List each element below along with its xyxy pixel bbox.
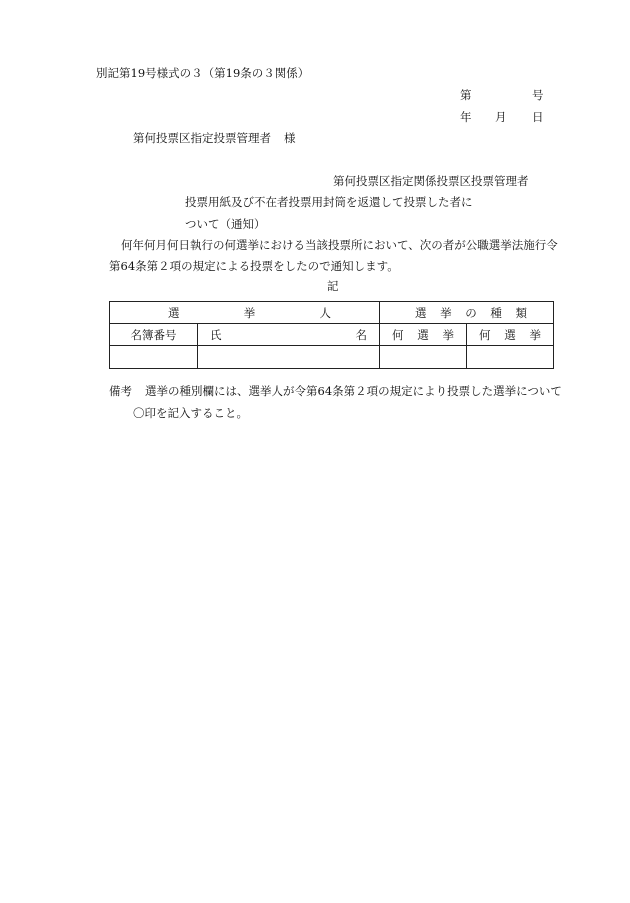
table-row: [110, 346, 554, 369]
addressee-honorific: 様: [284, 131, 296, 145]
doc-number-prefix: 第: [460, 88, 472, 102]
roll-number-cell[interactable]: [110, 346, 198, 369]
date-year: 年: [460, 110, 472, 124]
election-1-char: 挙: [442, 327, 454, 342]
remarks-line-2: 〇印を記入すること。: [133, 406, 248, 420]
name-cell[interactable]: [198, 346, 380, 369]
election-type-char: の: [465, 305, 477, 320]
election-1-cell[interactable]: [380, 346, 467, 369]
name-header: [198, 324, 380, 346]
ki-heading: 記: [327, 279, 339, 293]
addressee-name: 第何投票区指定投票管理者: [133, 131, 271, 145]
voter-group-char: 選: [168, 305, 180, 320]
name-header-char: 氏: [210, 327, 222, 342]
election-type-char: 類: [515, 305, 527, 320]
election-2-char: 何: [479, 327, 491, 342]
election-1-char: 選: [417, 327, 429, 342]
election-type-char: 選: [415, 305, 427, 320]
body-line-2: 第64条第２項の規定による投票をしたので通知します。: [109, 259, 399, 273]
table-header-row-2: [110, 324, 554, 346]
voter-group-char: 挙: [243, 305, 256, 320]
election-2-cell[interactable]: [467, 346, 554, 369]
election-2-header: [467, 324, 554, 346]
voter-group-header: [110, 302, 380, 324]
election-type-char: 種: [490, 305, 502, 320]
date-day: 日: [532, 110, 544, 124]
election-2-char: 選: [504, 327, 516, 342]
remarks-label: 備考: [109, 384, 132, 398]
roll-number-label: 名簿番号: [130, 327, 177, 342]
election-2-char: 挙: [529, 327, 541, 342]
sender: 第何投票区指定関係投票区投票管理者: [333, 174, 529, 188]
date-month: 月: [495, 110, 507, 124]
subject-line-2: ついて（通知）: [185, 217, 266, 231]
voter-table: [109, 301, 554, 369]
form-number: 別記第19号様式の３（第19条の３関係）: [96, 66, 310, 80]
election-type-header: [380, 302, 554, 324]
voter-group-char: 人: [319, 305, 331, 320]
roll-number-header: [110, 324, 198, 346]
remarks-line-1: 選挙の種別欄には、選挙人が令第64条第２項の規定により投票した選挙について: [145, 384, 562, 398]
name-header-char: 名: [355, 327, 367, 342]
table-header-row-1: [110, 302, 554, 324]
election-1-header: [380, 324, 467, 346]
election-1-char: 何: [392, 327, 404, 342]
doc-number-suffix: 号: [532, 88, 544, 102]
election-type-char: 挙: [440, 305, 452, 320]
subject-line-1: 投票用紙及び不在者投票用封筒を返還して投票した者に: [185, 195, 473, 209]
body-line-1: 何年何月何日執行の何選挙における当該投票所において、次の者が公職選挙法施行令: [121, 238, 558, 252]
